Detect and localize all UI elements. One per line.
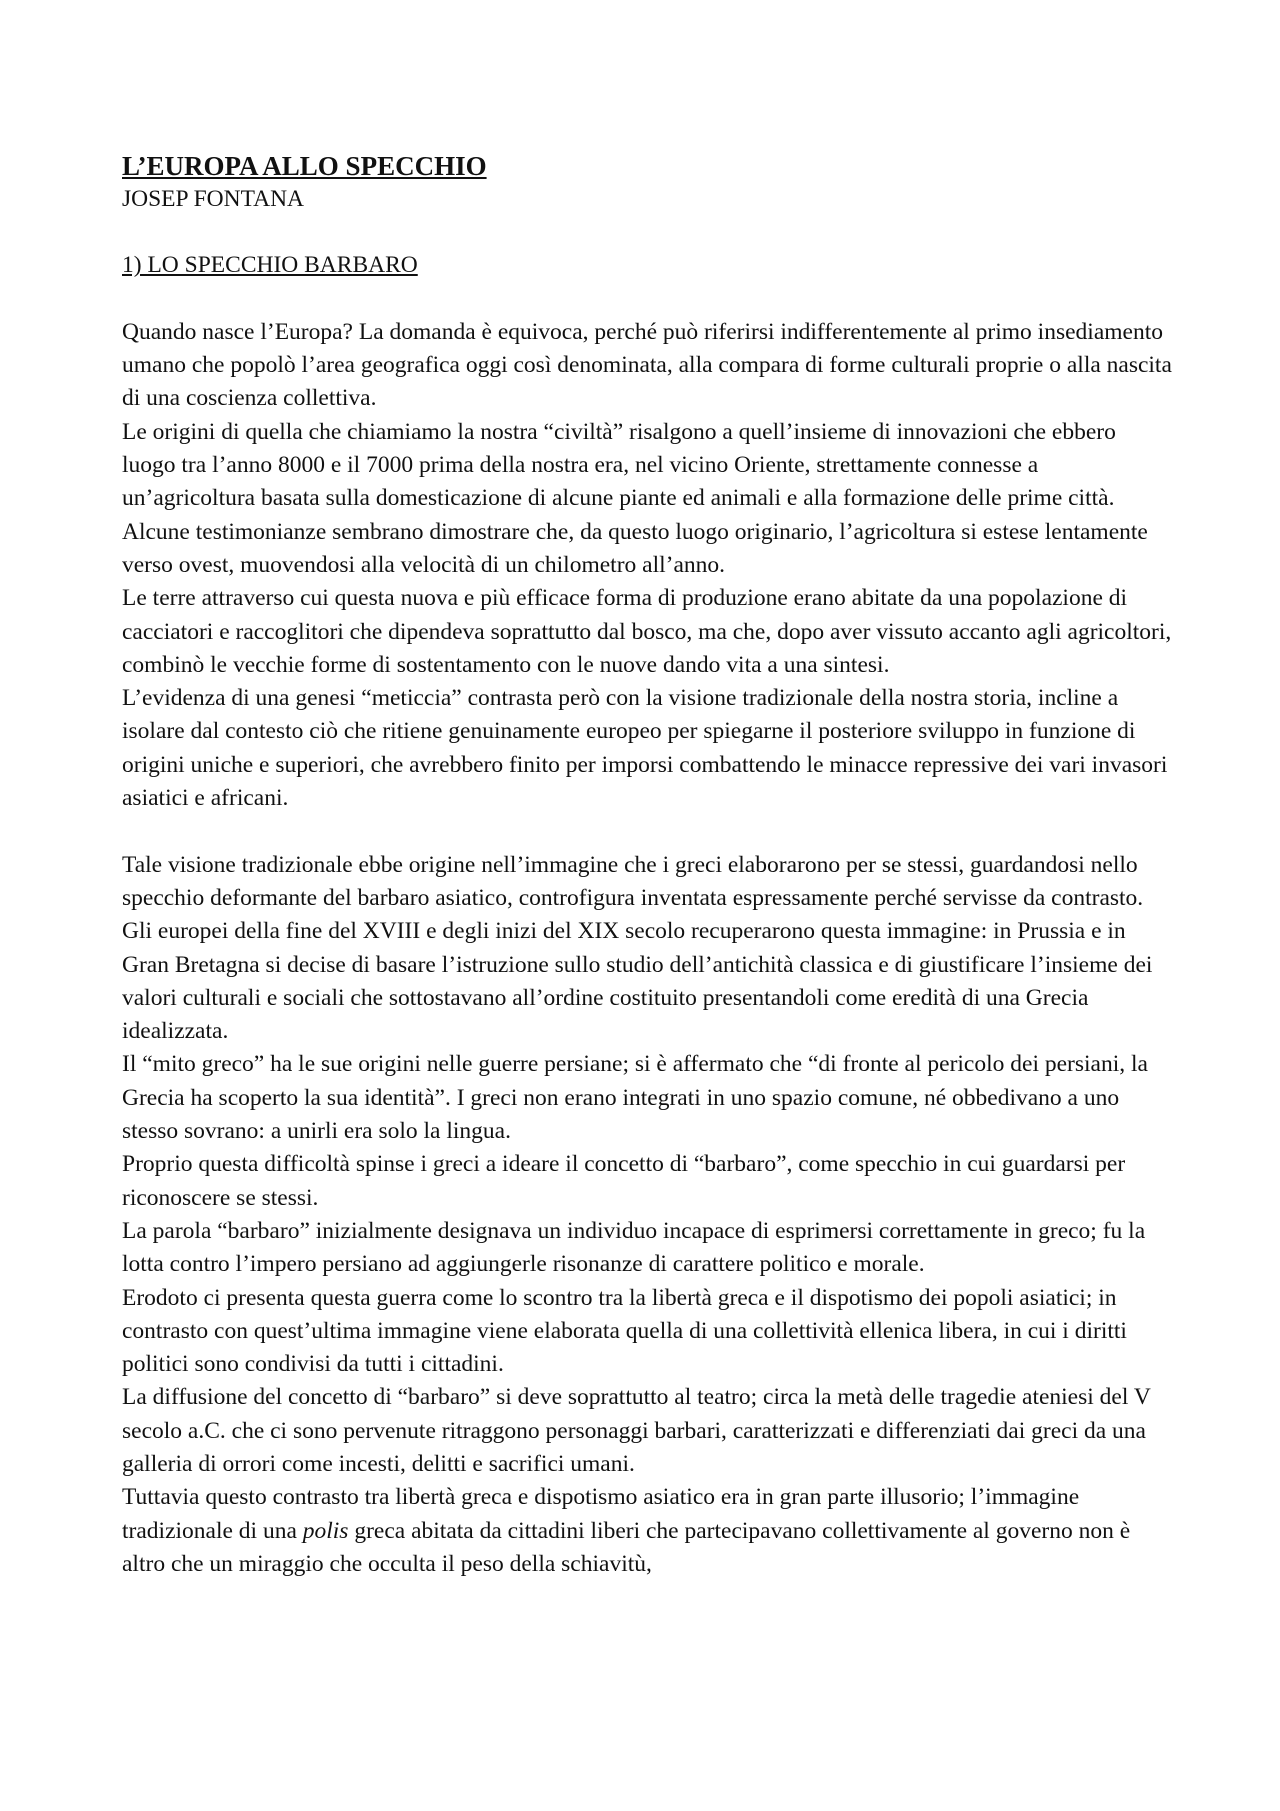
section-heading: 1) LO SPECCHIO BARBARO <box>122 252 418 279</box>
document-author: JOSEP FONTANA <box>122 186 305 212</box>
paragraph: Quando nasce l’Europa? La domanda è equivoca, perché può riferirsi indifferentemente al primo insediamento umano che popolò l’area geografica oggi così denominata, alla compara di forme culturali proprie o alla nascita di una coscienza collettiva. <box>122 318 1172 412</box>
paragraph: Proprio questa difficoltà spinse i greci a ideare il concetto di “barbaro”, come specchio in cui guardarsi per riconoscere se stessi. <box>122 1151 1126 1211</box>
paragraph: La parola “barbaro” inizialmente designava un individuo incapace di esprimersi correttamente in greco; fu la lotta contro l’impero persiano ad aggiungerle risonanze di carattere politico e morale. <box>122 1217 1146 1278</box>
document-title: L’EUROPA ALLO SPECCHIO <box>122 151 487 181</box>
paragraph: Tale visione tradizionale ebbe origine nell’immagine che i greci elaborarono per se stessi, guardandosi nello specchio deformante del barbaro asiatico, controfigura inventata espressamente perché servisse da contrasto. <box>122 851 1144 911</box>
paragraph-text: greca abitata da cittadini liberi che partecipavano collettivamente al governo non è altro che un miraggio che occulta il peso della schiavitù, <box>122 1517 1131 1577</box>
paragraph: Erodoto ci presenta questa guerra come lo scontro tra la libertà greca e il dispotismo dei popoli asiatici; in contrasto con quest’ultima immagine viene elaborata quella di una collettività ellenica libera, in cui i diritti politici sono condivisi da tutti i cittadini. <box>122 1284 1127 1378</box>
paragraph-last <box>122 1481 1172 1581</box>
paragraph: La diffusione del concetto di “barbaro” si deve soprattutto al teatro; circa la metà delle tragedie ateniesi del V secolo a.C. che ci sono pervenute ritraggono personaggi barbari, caratterizzati e differenziati dai greci da una galleria di orrori come incesti, delitti e sacrifici umani. <box>122 1384 1151 1477</box>
paragraph-text: Tuttavia questo contrasto tra libertà greca e dispotismo asiatico era in gran parte illusorio; l’immagine tradizionale di una <box>122 1484 1080 1544</box>
paragraph: Alcune testimonianze sembrano dimostrare che, da questo luogo originario, l’agricoltura si estese lentamente verso ovest, muovendosi alla velocità di un chilometro all’anno. <box>122 518 1148 578</box>
paragraph: Le terre attraverso cui questa nuova e più efficace forma di produzione erano abitate da una popolazione di cacciatori e raccoglitori che dipendeva soprattutto dal bosco, ma che, dopo aver vissuto accanto agli agricoltori, combinò le vecchie forme di sostentamento con le nuove dando vita a una sintesi. <box>122 585 1172 678</box>
paragraph: Le origini di quella che chiamiamo la nostra “civiltà” risalgono a quell’insieme di innovazioni che ebbero luogo tra l’anno 8000 e il 7000 prima della nostra era, nel vicino Oriente, strettamente connesse a un’agricoltura basata sulla domesticazione di alcune piante ed animali e alla formazione delle prime città. <box>122 418 1116 512</box>
document-body <box>122 150 1172 1581</box>
paragraph: L’evidenza di una genesi “meticcia” contrasta però con la visione tradizionale della nostra storia, incline a isolare dal contesto ciò che ritiene genuinamente europeo per spiegarne il posteriore sviluppo in funzione di origini uniche e superiori, che avrebbero finito per imporsi combattendo le minacce repressive dei vari invasori asiatici e africani. <box>122 685 1168 812</box>
paragraph: Gli europei della fine del XVIII e degli inizi del XIX secolo recuperarono questa immagine: in Prussia e in Gran Bretagna si decise di basare l’istruzione sullo studio dell’antichità classica e di giustificare l’insieme dei valori culturali e sociali che sottostavano all’ordine costituito presentandoli come eredità di una Grecia idealizzata. <box>122 918 1153 1045</box>
emphasis-polis: polis <box>302 1517 349 1544</box>
paragraph: Il “mito greco” ha le sue origini nelle guerre persiane; si è affermato che “di fronte al pericolo dei persiani, la Grecia ha scoperto la sua identità”. I greci non erano integrati in uno spazio comune, né obbedivano a uno stesso sovrano: a unirli era solo la lingua. <box>122 1051 1148 1145</box>
